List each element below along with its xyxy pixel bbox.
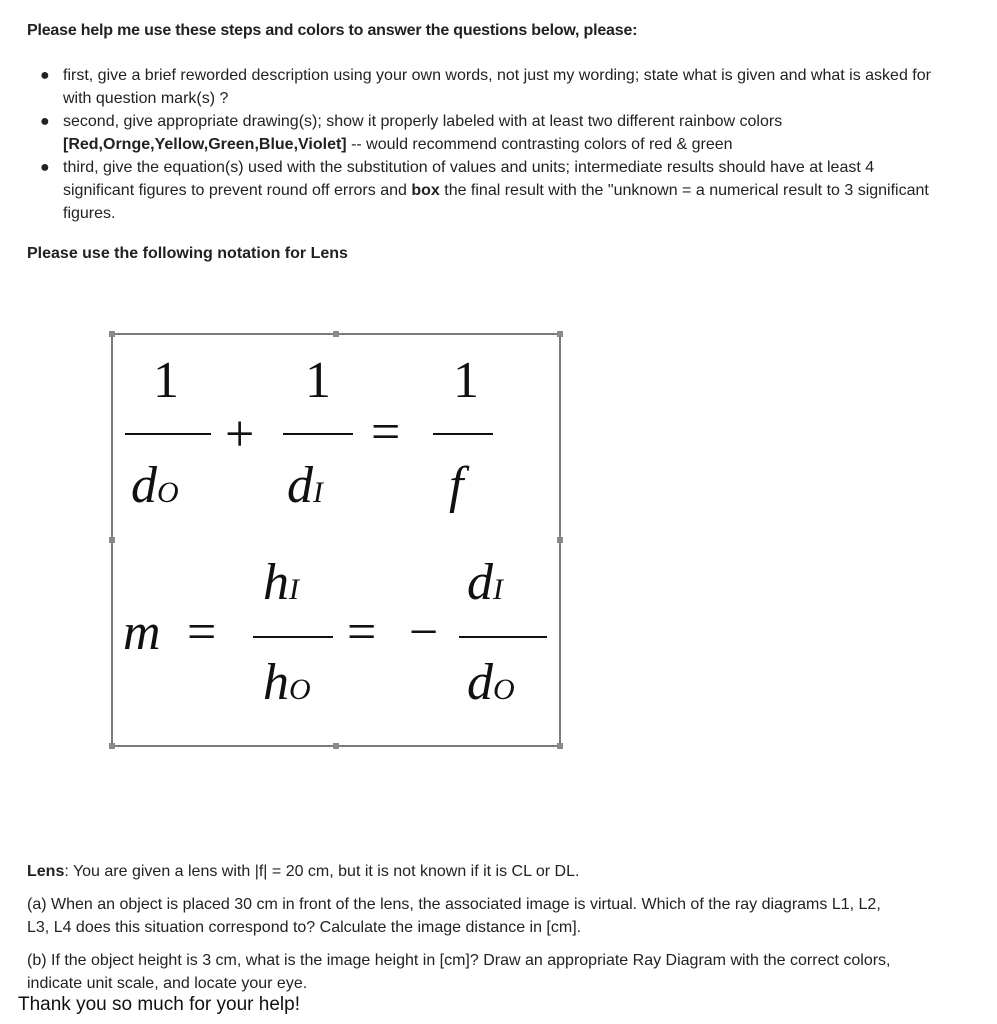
equals-sign: = <box>187 604 217 661</box>
bullet-icon: ● <box>40 67 50 84</box>
minus-sign: − <box>409 604 439 661</box>
d-symbol: dI <box>287 457 323 514</box>
step-text: the final result with the "unknown = a numerical result to 3 significant figures. <box>63 182 929 222</box>
fraction-bar <box>253 636 333 638</box>
step-text: third, give the equation(s) used with the substitution of values and units; intermediate results should have at least 4 significant figures to prevent round off errors and <box>63 159 875 199</box>
bullet-icon: ● <box>40 159 50 176</box>
lens-equation-image <box>111 333 561 747</box>
f-symbol: f <box>449 457 464 514</box>
list-item <box>35 64 935 110</box>
m-symbol: m <box>123 604 161 661</box>
d-symbol: dO <box>467 654 515 711</box>
problem-intro-text: : You are given a lens with |f| = 20 cm, but it is not known if it is CL or DL. <box>64 863 580 880</box>
h-symbol: hO <box>263 654 311 711</box>
problem-part-a: (a) When an object is placed 30 cm in front of the lens, the associated image is virtual. Which of the ray diagrams L1, L2, L3, L4 does this situation correspond to? Calculate the image distance in [cm]. <box>27 896 881 936</box>
page-heading: Please help me use these steps and colors to answer the questions below, please: <box>27 22 638 39</box>
steps-list <box>35 64 935 225</box>
step-text: first, give a brief reworded description using your own words, not just my wording; state what is given and what is asked for with question mark(s) ? <box>63 67 931 107</box>
bullet-icon: ● <box>40 113 50 130</box>
resize-handle-icon <box>109 331 115 337</box>
equals-sign: = <box>347 604 377 661</box>
step-bold-text: box <box>411 182 440 199</box>
fraction-bar <box>125 433 211 435</box>
thanks-text: Thank you so much for your help! <box>18 994 300 1015</box>
problem-intro <box>27 860 907 883</box>
notation-label: Please use the following notation for Lens <box>27 245 348 262</box>
d-symbol: dI <box>467 554 503 611</box>
resize-handle-icon <box>109 743 115 749</box>
problem-intro-label: Lens <box>27 863 65 880</box>
resize-handle-icon <box>333 743 339 749</box>
fraction-bar <box>459 636 547 638</box>
step-text: -- would recommend contrasting colors of red & green <box>346 136 733 153</box>
fraction-bar <box>283 433 353 435</box>
resize-handle-icon <box>109 537 115 543</box>
resize-handle-icon <box>557 331 563 337</box>
problem-statement <box>27 860 907 1005</box>
fraction-bar <box>433 433 493 435</box>
step-text: second, give appropriate drawing(s); show it properly labeled with at least two different rainbow colors <box>63 113 783 130</box>
d-symbol: dO <box>131 457 179 514</box>
resize-handle-icon <box>557 743 563 749</box>
step-bold-text: [Red,Ornge,Yellow,Green,Blue,Violet] <box>63 136 347 153</box>
list-item <box>35 110 935 156</box>
problem-part-b: (b) If the object height is 3 cm, what is the image height in [cm]? Draw an appropriate Ray Diagram with the correct colors, indicate unit scale, and locate your eye. <box>27 952 891 992</box>
numerator-one: 1 <box>153 352 179 409</box>
numerator-one: 1 <box>453 352 479 409</box>
list-item <box>35 156 935 225</box>
h-symbol: hI <box>263 554 299 611</box>
resize-handle-icon <box>333 331 339 337</box>
plus-sign: + <box>225 406 255 463</box>
numerator-one: 1 <box>305 352 331 409</box>
resize-handle-icon <box>557 537 563 543</box>
equals-sign: = <box>371 404 401 461</box>
